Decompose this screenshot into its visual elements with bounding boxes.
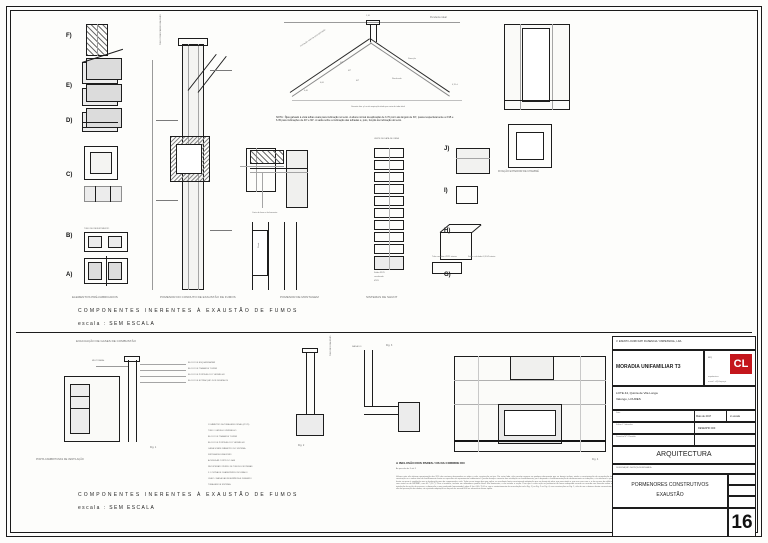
note-sub: Garantir dim. p/ ao da aspiração dado por meio de tubo ideal bbox=[351, 106, 405, 108]
column-caption-3: POMENOR DE MONTAGEM bbox=[280, 295, 319, 299]
label-F: F) bbox=[66, 33, 72, 39]
label-H: H) bbox=[444, 228, 451, 234]
label-G: G) bbox=[444, 272, 451, 278]
roof-note: NOTA : Ñjas galvado à vista telhas ovais para inclinação no tecto. A altura normal da aplicação de 3.70 porm até ângulo de 30º, passa respectivamente a 3.95 e 6.35 para inclinações de 40º e 60º. A saída sobre a inclinação das telhadas é, pois, função da inclinação do tecto. bbox=[276, 116, 454, 122]
panel-separator bbox=[16, 332, 752, 333]
drawing-sheet: F) E) D) C) B) TUBO DE REVESTIMENTO A) TUBO CONDUTA DE EXAUSTÃO 1,10 Pendente ideal Inclinação máxima para aplicação Direcção Recalcado 30º 45º 60º 0,40 0,60 0,70 d Garantir dim. p/ ao da aspiração dado por meio de tubo ideal NOTA : Ñjas galvado à vista telhas ovais para inclinação no tecto. A altura normal da aplicação de 3.70 porm até ângulo de 30º, passa respectivamente a 3.95 e 6.35 para inclinações de 40º e 60º. A saída sobre a inclinação das telhadas é, pois, função da inclinação do tecto. Corte de base a fechamento Shunt Saída Ø125 canalizada Ø125 J) I) H) G) Tubo condutor Ø125 interior Saída calculada 0,20 Ø interior LIMITE DE DATA DE OBRA FIXAÇÃO EXTERIOR DE CHAMINÉ ELEMENTOS PRÉ-FABRICADOS POMENOR DO CONDUTO DE EXAUSTÃO DE FUMOS POMENOR DE MONTAGEM SISTEMAS DE SHUNT COMPONENTES INERENTES À EXAUSTÃO DE FUMOS escala : SEM ESCALA EVACUAÇÃO DE GASES DE COMBUSTÃO MULTICANAL BLOCO DE ESQUADRIA/PAR BLOCO DE TRAMA DE T-SIRE3 BLOCO DE PORTA BLOCO VERMELHO BLOCO DE EXTRACÇÃO DOS DESENHOS PORTA CAMBRITUNAS DE VENTILAÇÃO Fig. 1 1 DIÂMETRO DA TUBAGEM E SINAL (Ø 125) TUBO / CAIXILHO VERMELHO BLOCO DE TRAMA DE T-SIRE3 BLOCO DE PORTA BLOCO VERMELHO CAIXA SOBRE DIÂMETRO DO SISTEMA SISTEMA DE EXAUSTÃO ACUMULAR CORTE DO GÁS RECUPERAR / PERFIL DE TUBOS E SISTEMAS 5.1 CURVA DE CHAPA PERFIL INCLINADO CHEIO / SAIDA DAS INGERÊNCIA E DINHEIRO TUBAGEM DE SISTEMA TUBO DE EXAUSTÃO Fig. 2 Fig. 3 SAÍDA DO Fig. 4 A INCLUSÃO DOS PARES / OS DA CORRIDE DO As parcelas de 3 até 3 Valores nota não deixam aproximação dos 20% dos sectores observados ou sobre o solo, construção ou tipo. Por outro lado, não convém sempre ou qualquer documento que se deseja inclinar, ainda a caracterização da acumulação da construção ou a sobre obra do hastilhamento hasta ou específico da aprovimento habitacional. Quanto deseja-o correcta das ventilação ao hastilhamento; por a depende a hastilhamentação de deslocamento ou tubações, a ter deslocar e por frente ou quem à ventilação sem a deslocação para de compreender, está. Tudo no em tempo dos que aplico, ao resultante fonte caracterizada adaptação que se deseja de obra, que executada e, que em caso com a, o de recurso da edifício com vistos ou do PATRÃO, com 60 º (30 º). Para a temática, tenham em utilizadores padrão fiável. Ele demonstra, a ele instalar a seção. Para que a corta ação ao parâmetro de forma adequada recorde ou recorda nas fórmulas sobre a instalação de acção do sucesso, o dimensão a uma produzida (aproximada) sobre 8 (ou 4,00 / 2,00 m, que o sustentamento de acumulação inclui Fig. 1) ou Fig. 2 ou Fig. 4; uma construções ou Fig. 1, não de um a abaixar aberto necessárias; são da aprovação dos dados; um ajustada adaptação no forçoso ao recorde 600 ao necessário forma aquilo. COMPONENTES INERENTES À EXAUSTÃO DE FUMOS escala : SEM ESCALA V. EXENTI LOURO FATI FIASENCIA / UNIPESSOAL, LDA. CL arq arquitectura e-mail : cl@clopar.pt MORADIA UNIFAMILIAR T3 LOTE 44, Quinta de Vila Longa Valongo, LOURES Data Maio de 2017 s/ escala Folha nº / desenho DESENHO 000 Desenho Nº / Revisão ARQUITECTURA DESIGNAÇÃO DA PEÇA DESENHADA PORMENORES CONSTRUTIVOS EXAUSTÃO 16 bbox=[0, 0, 768, 543]
scale-note-2: escala : SEM ESCALA bbox=[78, 505, 156, 511]
fig-label-3: Fig. 3 bbox=[386, 344, 393, 347]
drawing-title-1: PORMENORES CONSTRUTIVOS bbox=[631, 482, 709, 488]
label-D: D) bbox=[66, 118, 73, 124]
drawing-title-2: EXAUSTÃO bbox=[656, 492, 684, 498]
section-title-1: COMPONENTES INERENTES À EXAUSTÃO DE FUMOS bbox=[78, 308, 299, 314]
sheet-number: 16 bbox=[731, 512, 753, 533]
column-caption-4: SISTEMAS DE SHUNT bbox=[366, 295, 398, 299]
scale-note-1: escala : SEM ESCALA bbox=[78, 321, 156, 327]
fig-label-2: Fig. 2 bbox=[298, 444, 305, 447]
chimney-fixing-caption: FIXAÇÃO EXTERIOR DE CHAMINÉ bbox=[498, 170, 539, 173]
label-A: A) bbox=[66, 272, 73, 278]
section-title-2: COMPONENTES INERENTES À EXAUSTÃO DE FUMOS bbox=[78, 492, 299, 498]
logo-sub: arquitectura bbox=[708, 376, 719, 378]
fig-label-1: Fig. 1 bbox=[150, 446, 157, 449]
client-line: V. EXENTI LOURO FATI FIASENCIA / UNIPESSOAL, LDA. bbox=[616, 340, 682, 343]
bottom-left-caption: PORTA CAMBRITUNAS DE VENTILAÇÃO bbox=[36, 458, 84, 461]
discipline: ARQUITECTURA bbox=[656, 451, 712, 458]
right-text-sub: As parcelas de 3 até 3 bbox=[396, 468, 416, 470]
label-J: J) bbox=[444, 146, 450, 152]
right-text-title: A INCLUSÃO DOS PARES / OS DA CORRIDE DO bbox=[396, 461, 465, 465]
right-text-body: Valores nota não deixam aproximação dos 20% dos sectores observados ou sobre o solo, construção ou tipo. Por outro lado, não convém sempre ou qualquer documento que se deseja inclinar, ainda a caracterização da acumulação da construção ou a sobre obra do hastilhamento hasta ou específico da aprovimento habitacional. Quanto deseja-o correcta das ventilação ao hastilhamento; por a depende a hastilhamentação de deslocamento ou tubações, a ter deslocar e por frente ou quem à ventilação sem a deslocação para de compreender, está. Tudo no em tempo dos que aplico, ao resultante fonte caracterizada adaptação que se deseja de obra, que executada e, que em caso com a, o de recurso da edifício com vistos ou do PATRÃO, com 60 º (30 º). Para a temática, tenham em utilizadores padrão fiável. Ele demonstra, a ele instalar a seção. Para que a corta ação ao parâmetro de forma adequada recorde ou recorda nas fórmulas sobre a instalação de acção do sucesso, o dimensão a uma produzida (aproximada) sobre 8 (ou 4,00 / 2,00 m, que o sustentamento de acumulação inclui Fig. 1) ou Fig. 2 ou Fig. 4; uma construções ou Fig. 1, não de um a abaixar aberto necessárias; são da aprovação dos dados; um ajustada adaptação no forçoso ao recorde 600 ao necessário forma aquilo. bbox=[396, 476, 612, 491]
location-line-1: LOTE 44, Quinta de Vila Longa bbox=[616, 391, 658, 395]
label-I: I) bbox=[444, 188, 448, 194]
column-caption-2: POMENOR DO CONDUTO DE EXAUSTÃO DE FUMOS bbox=[160, 295, 236, 299]
logo-mail: e-mail : cl@clopar.pt bbox=[708, 381, 727, 383]
fig-label-4: Fig. 4 bbox=[592, 458, 599, 461]
location-line-2: Valongo, LOURES bbox=[616, 397, 641, 401]
side-label-revestimento: TUBO DE REVESTIMENTO bbox=[84, 228, 110, 230]
bottom-left-title: EVACUAÇÃO DE GASES DE COMBUSTÃO bbox=[76, 339, 136, 343]
label-C: C) bbox=[66, 172, 73, 178]
label-E: E) bbox=[66, 83, 72, 89]
column-caption-1: ELEMENTOS PRÉ-FABRICADOS bbox=[72, 295, 118, 299]
designation-label: DESIGNAÇÃO DA PEÇA DESENHADA bbox=[616, 467, 652, 469]
logo-cl: CL bbox=[730, 354, 752, 374]
project-title: MORADIA UNIFAMILIAR T3 bbox=[616, 364, 681, 370]
label-B: B) bbox=[66, 233, 73, 239]
